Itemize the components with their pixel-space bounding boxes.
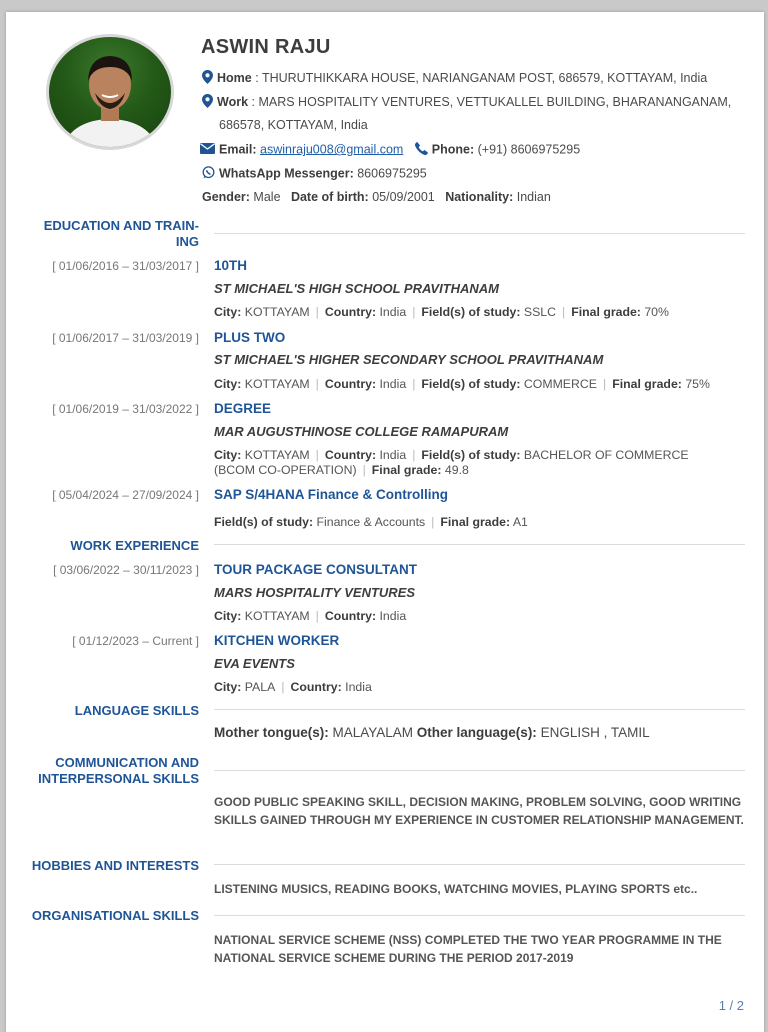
date-range: [ 05/04/2024 – 27/09/2024 ] — [52, 488, 199, 502]
work-details: City: PALA | Country: India — [214, 680, 372, 694]
hobbies-text: LISTENING MUSICS, READING BOOKS, WATCHING MOVIES, PLAYING SPORTS etc.. — [214, 882, 698, 896]
work-address: Work : MARS HOSPITALITY VENTURES, VETTUKALLEL BUILDING, BHARANANGANAM, — [202, 94, 731, 111]
section-heading-language: LANGUAGE SKILLS — [74, 703, 199, 718]
cv-page — [6, 12, 764, 1032]
location-pin-icon — [202, 70, 213, 87]
profile-photo-icon — [49, 37, 171, 147]
education-details: Field(s) of study: Finance & Accounts | Final grade: A1 — [214, 515, 528, 529]
qualification-title: SAP S/4HANA Finance & Controlling — [214, 487, 449, 502]
qualification-title: DEGREE — [214, 401, 272, 416]
education-details: City: KOTTAYAM | Country: India | Field(s) of study: SSLC | Final grade: 70% — [214, 305, 669, 319]
date-range: [ 01/12/2023 – Current ] — [72, 634, 199, 648]
job-title: KITCHEN WORKER — [214, 633, 340, 648]
whatsapp-icon — [202, 166, 215, 182]
education-details-line2: (BCOM CO-OPERATION) | Final grade: 49.8 — [214, 463, 469, 477]
qualification-title: PLUS TWO — [214, 330, 286, 345]
divider — [214, 233, 745, 234]
divider — [214, 915, 745, 916]
divider — [214, 709, 745, 710]
date-range: [ 01/06/2019 – 31/03/2022 ] — [52, 402, 199, 416]
institution-name: MAR AUGUSTHINOSE COLLEGE RAMAPURAM — [214, 424, 509, 439]
location-pin-icon — [202, 94, 213, 111]
work-address-line2: 686578, KOTTAYAM, India — [219, 118, 368, 132]
date-range: [ 01/06/2016 – 31/03/2017 ] — [52, 259, 199, 273]
section-heading-work: WORK EXPERIENCE — [70, 538, 199, 553]
job-title: TOUR PACKAGE CONSULTANT — [214, 562, 417, 577]
divider — [214, 544, 745, 545]
section-heading-education: EDUCATION AND TRAIN- ING — [43, 218, 199, 249]
language-details: Mother tongue(s): MALAYALAM Other language(s): ENGLISH , TAMIL — [214, 725, 650, 740]
work-details: City: KOTTAYAM | Country: India — [214, 609, 407, 623]
avatar — [46, 34, 174, 150]
institution-name: ST MICHAEL'S HIGHER SECONDARY SCHOOL PRAVITHANAM — [214, 352, 604, 367]
organisational-skills-text: NATIONAL SERVICE SCHEME (NSS) COMPLETED THE TWO YEAR PROGRAMME IN THE NATIONAL SERVICE SCHEME DURING THE PERIOD 2017-2019 — [214, 933, 722, 965]
section-heading-hobbies: HOBBIES AND INTERESTS — [31, 858, 199, 873]
page-number: 1 / 2 — [718, 998, 744, 1013]
divider — [214, 864, 745, 865]
section-heading-organisational: ORGANISATIONAL SKILLS — [31, 908, 199, 923]
contact-line: Email: aswinraju008@gmail.com Phone: (+91) 8606975295 — [200, 142, 580, 158]
institution-name: ST MICHAEL'S HIGH SCHOOL PRAVITHANAM — [214, 281, 500, 296]
personal-details: Gender: Male Date of birth: 05/09/2001 Nationality: Indian — [202, 190, 551, 204]
person-name: ASWIN RAJU — [201, 36, 331, 58]
company-name: MARS HOSPITALITY VENTURES — [214, 585, 416, 600]
education-details: City: KOTTAYAM | Country: India | Field(s) of study: COMMERCE | Final grade: 75% — [214, 377, 710, 391]
envelope-icon — [200, 143, 215, 157]
company-name: EVA EVENTS — [214, 656, 295, 671]
phone-icon — [415, 142, 428, 158]
section-heading-communication: COMMUNICATION AND INTERPERSONAL SKILLS — [38, 755, 199, 786]
date-range: [ 03/06/2022 – 30/11/2023 ] — [53, 563, 199, 577]
email-link[interactable]: aswinraju008@gmail.com — [260, 142, 404, 157]
whatsapp-line: WhatsApp Messenger: 8606975295 — [202, 166, 427, 182]
education-details: City: KOTTAYAM | Country: India | Field(s) of study: BACHELOR OF COMMERCE — [214, 448, 689, 462]
date-range: [ 01/06/2017 – 31/03/2019 ] — [52, 331, 199, 345]
divider — [214, 770, 745, 771]
communication-skills-text: GOOD PUBLIC SPEAKING SKILL, DECISION MAKING, PROBLEM SOLVING, GOOD WRITING SKILLS GAINED THROUGH MY EXPERIENCE IN CUSTOMER RELATIONSHIP MANAGEMENT. — [214, 795, 744, 827]
home-address: Home : THURUTHIKKARA HOUSE, NARIANGANAM POST, 686579, KOTTAYAM, India — [202, 70, 707, 87]
qualification-title: 10TH — [214, 258, 248, 273]
